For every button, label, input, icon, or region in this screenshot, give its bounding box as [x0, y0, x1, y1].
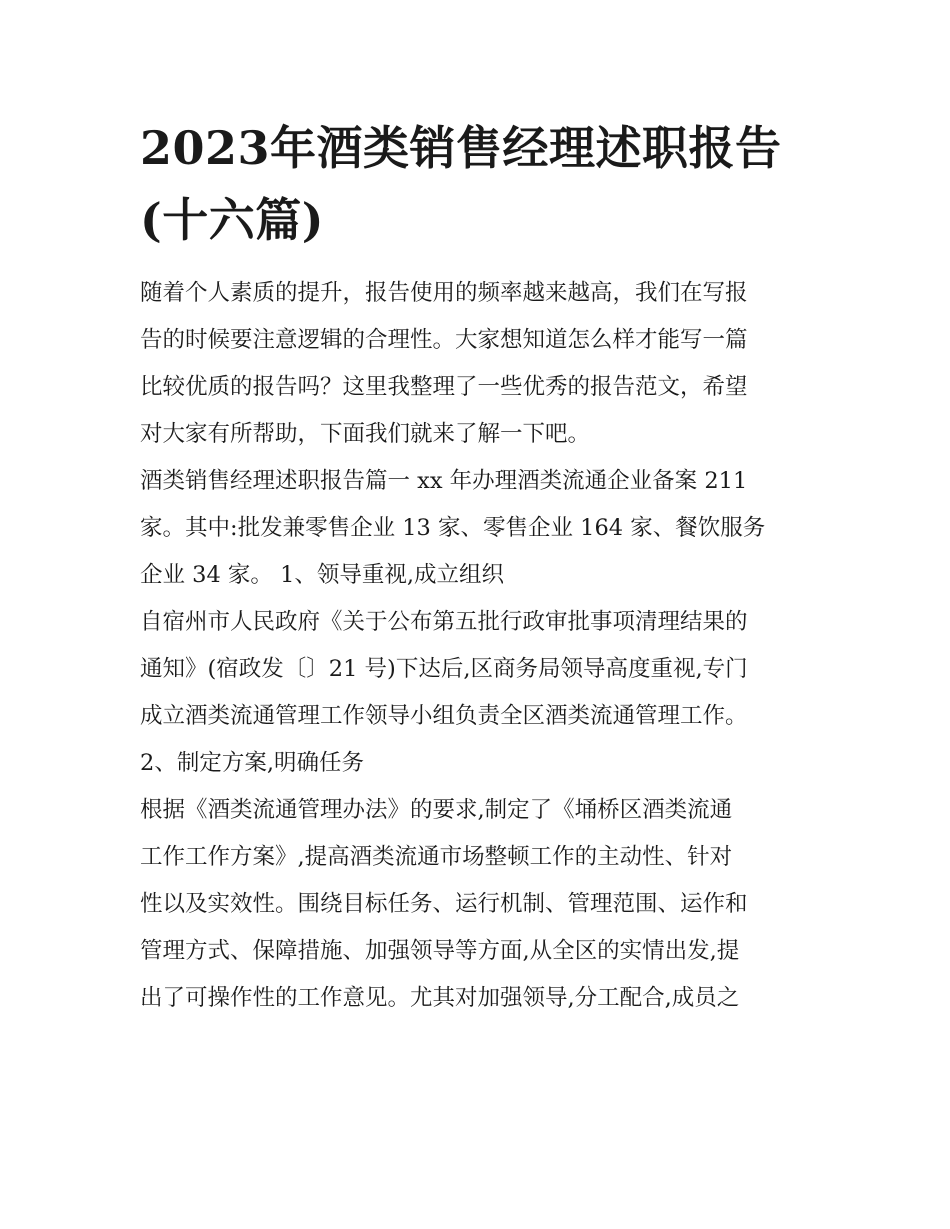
body-line: 对大家有所帮助，下面我们就来了解一下吧。 — [140, 421, 591, 447]
body-line: 2、制定方案,明确任务 — [140, 750, 364, 776]
body-line: 自宿州市人民政府《关于公布第五批行政审批事项清理结果的 — [140, 609, 748, 635]
title-line-1: 2023年酒类销售经理述职报告 — [140, 121, 782, 175]
title-line-2: (十六篇) — [140, 193, 325, 247]
body-line: 性以及实效性。围绕目标任务、运行机制、管理范围、运作和 — [140, 891, 748, 917]
body-line: 出了可操作性的工作意见。尤其对加强领导,分工配合,成员之 — [140, 985, 740, 1011]
body-line: 成立酒类流通管理工作领导小组负责全区酒类流通管理工作。 — [140, 703, 748, 729]
body-line: 根据《酒类流通管理办法》的要求,制定了《埇桥区酒类流通 — [140, 797, 733, 823]
body-line: 家。其中:批发兼零售企业 13 家、零售企业 164 家、餐饮服务 — [140, 515, 766, 541]
body-line: 比较优质的报告吗？这里我整理了一些优秀的报告范文，希望 — [140, 374, 748, 400]
document-body — [140, 270, 820, 1022]
body-line: 通知》(宿政发〔〕21 号)下达后,区商务局领导高度重视,专门 — [140, 656, 748, 682]
body-line: 管理方式、保障措施、加强领导等方面,从全区的实情出发,提 — [140, 938, 740, 964]
body-line: 随着个人素质的提升，报告使用的频率越来越高，我们在写报 — [140, 280, 748, 306]
body-line: 企业 34 家。 1、领导重视,成立组织 — [140, 562, 505, 588]
body-line: 告的时候要注意逻辑的合理性。大家想知道怎么样才能写一篇 — [140, 327, 748, 353]
document-page — [140, 112, 820, 1022]
body-line: 工作工作方案》,提高酒类流通市场整顿工作的主动性、针对 — [140, 844, 733, 870]
document-title — [140, 112, 820, 256]
body-line: 酒类销售经理述职报告篇一 xx 年办理酒类流通企业备案 211 — [140, 468, 748, 494]
